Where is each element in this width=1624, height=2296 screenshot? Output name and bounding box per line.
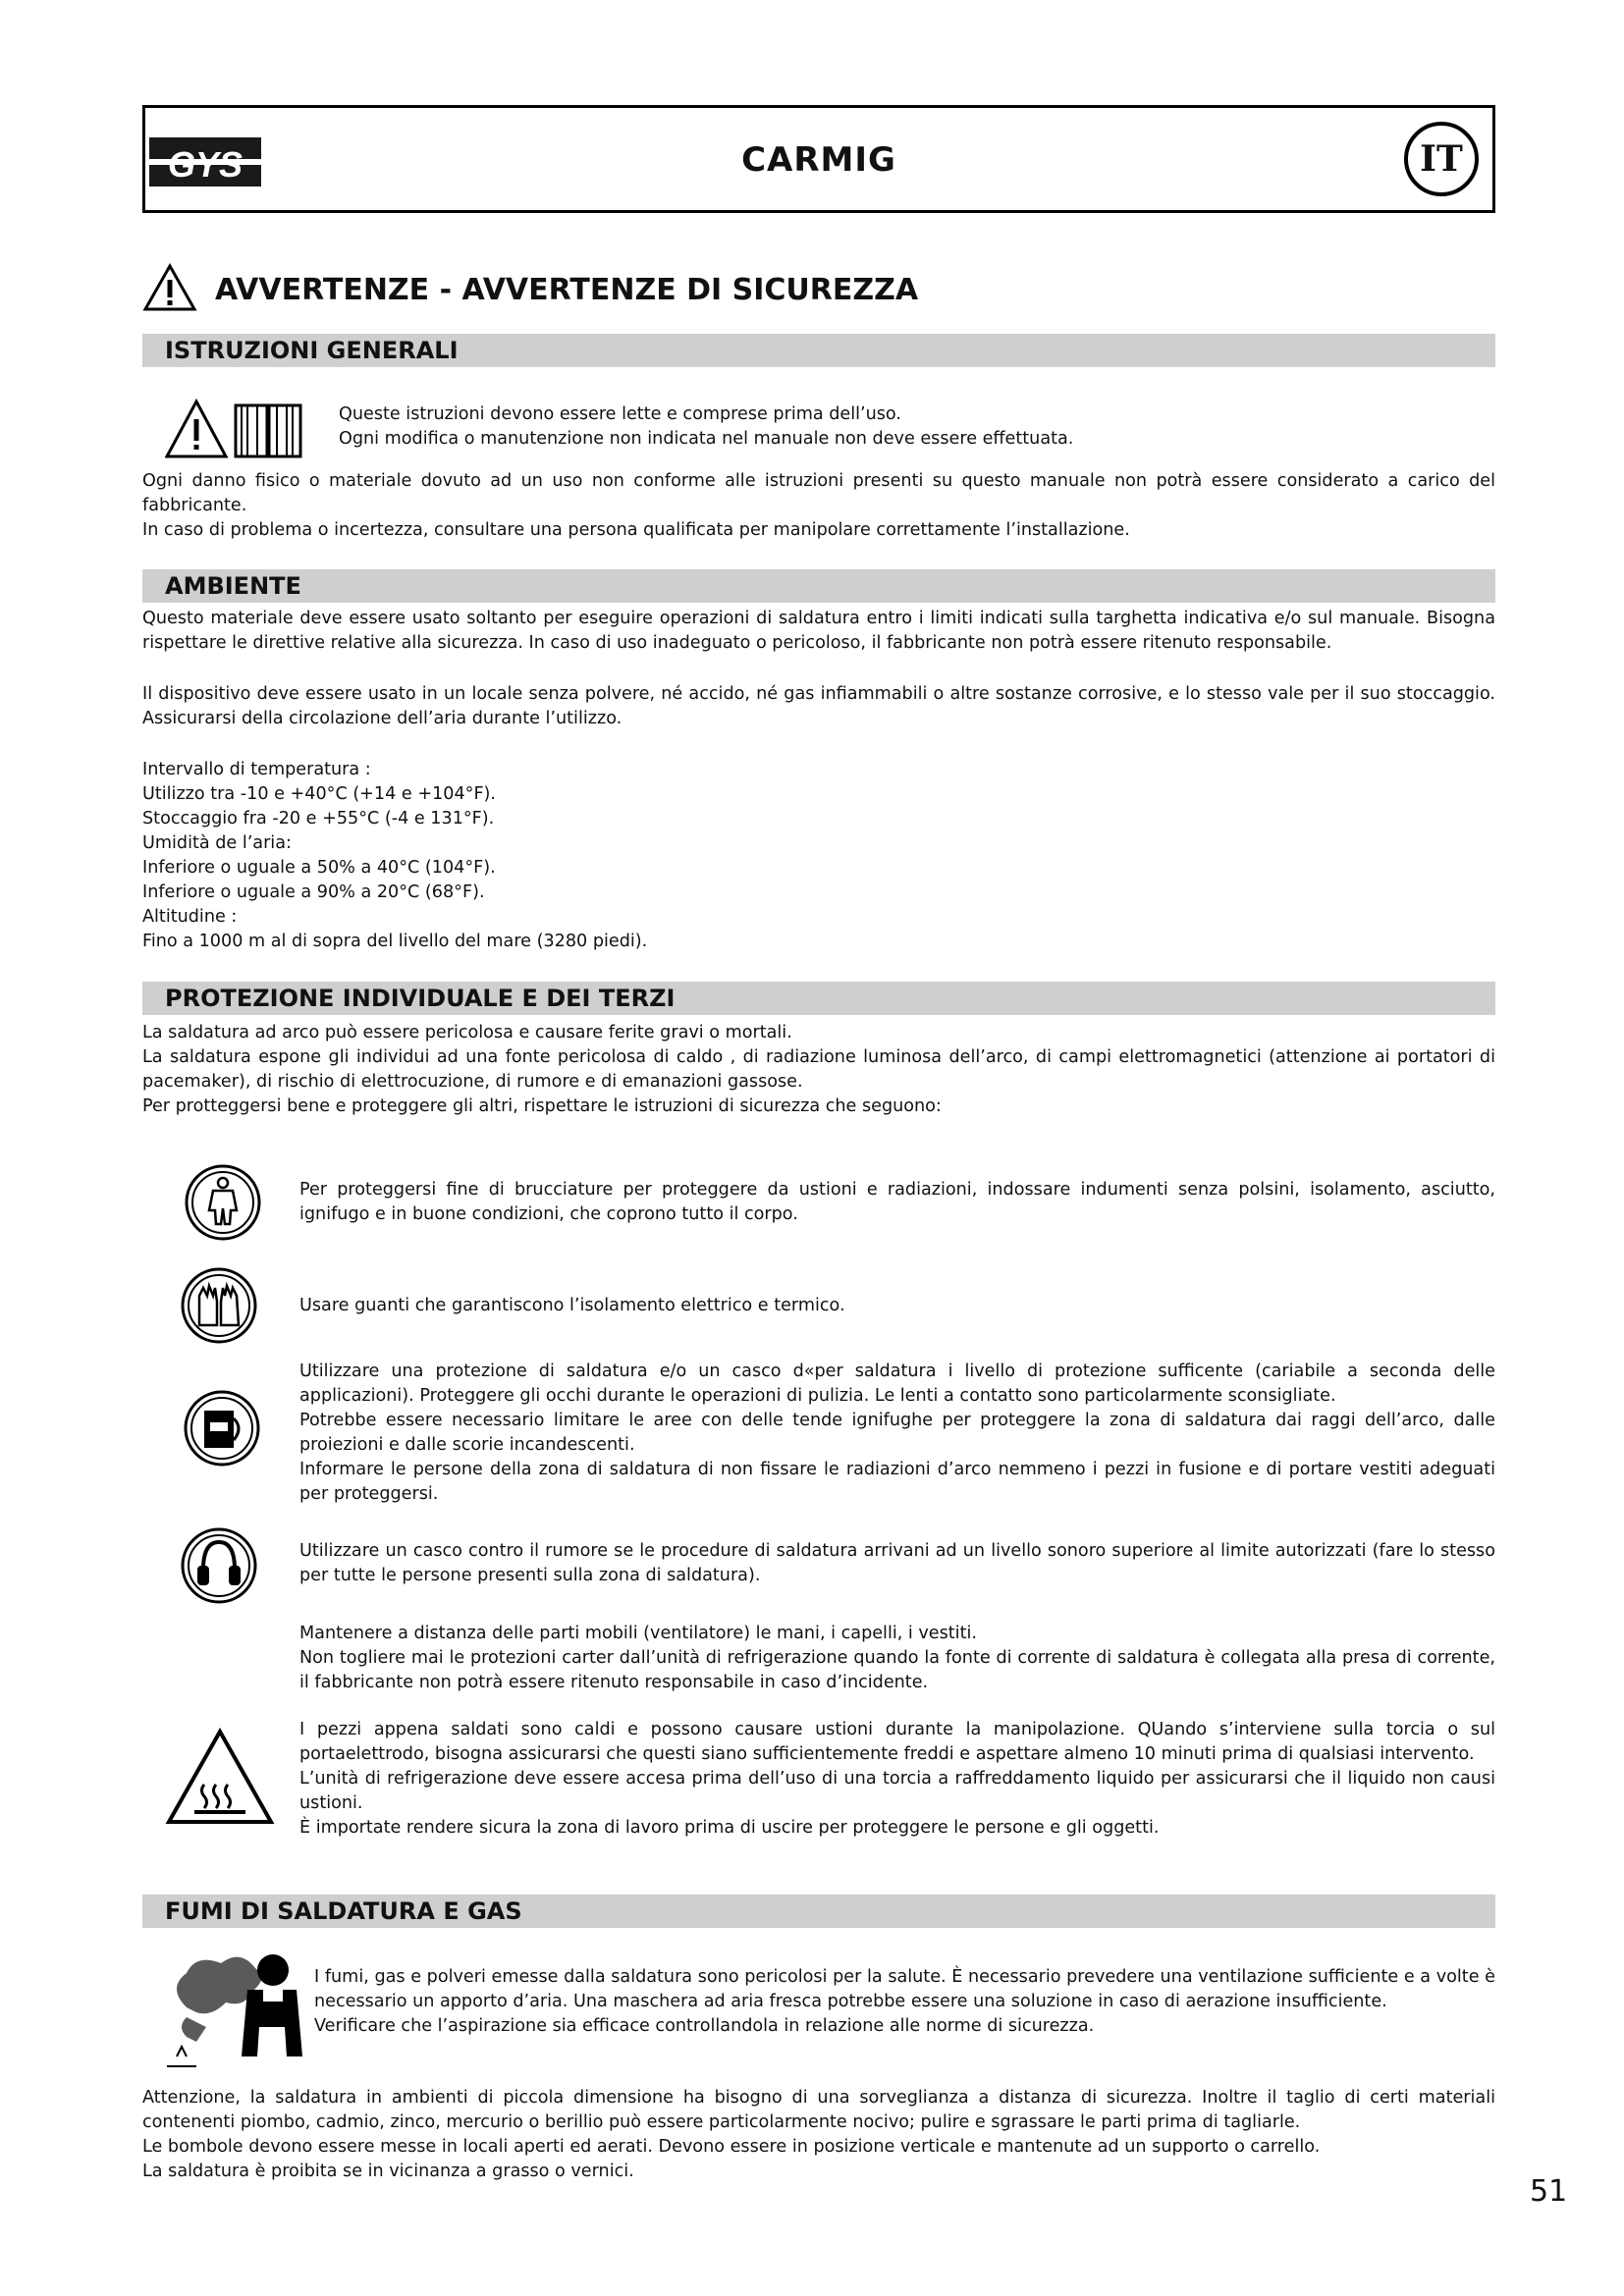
section-title: ISTRUZIONI GENERALI	[165, 337, 459, 364]
fumi-paragraph: Le bombole devono essere messe in locali aperti ed aerati. Devono essere in posizione verticale e mantenute ad un supporto o carrello.	[142, 2137, 1321, 2157]
ear-protection-icon	[180, 1526, 258, 1605]
protezione-gloves-text: Usare guanti che garantiscono l’isolamento elettrico e termico.	[299, 1296, 845, 1315]
istruzioni-line-2: Ogni modifica o manutenzione non indicata nel manuale non deve essere effettuata.	[339, 429, 1074, 449]
read-manual-icon	[165, 398, 304, 460]
header-title: CARMIG	[741, 140, 896, 180]
fumi-icon-line: I fumi, gas e polveri emesse dalla saldatura sono pericolosi per la salute. È necessario prevedere una ventilazione sufficiente e a volte è necessario un apporto d’aria. Una maschera ad aria fresca potrebbe essere una soluzione in caso di aerazione insufficiente.	[314, 1967, 1495, 2011]
protective-clothing-icon	[184, 1163, 262, 1242]
welding-mask-icon	[183, 1389, 261, 1468]
istruzioni-paragraph-1: Ogni danno fisico o materiale dovuto ad un uso non conforme alle istruzioni presenti su questo manuale non potrà essere considerato a carico del fabbricante.	[142, 471, 1495, 515]
protezione-intro-2: La saldatura espone gli individui ad una fonte pericolosa di caldo , di radiazione luminosa dell’arco, di campi elettromagnetici (attenzione ai portatori di pacemaker), di rischio di elettrocuzione, di rumore e di emanazioni gassose.	[142, 1047, 1495, 1092]
fumi-paragraph: La saldatura è proibita se in vicinanza a grasso o vernici.	[142, 2162, 634, 2181]
main-title-text: AVVERTENZE - AVVERTENZE DI SICUREZZA	[215, 273, 919, 307]
protezione-moving-text	[299, 1622, 1495, 1695]
mask-paragraph: Potrebbe essere necessario limitare le aree con delle tende ignifughe per proteggere la zona di saldatura dai raggi dell’arco, dalle proiezioni e dalle scorie incandescenti.	[299, 1411, 1495, 1455]
istruzioni-line-1: Queste istruzioni devono essere lette e comprese prima dell’uso.	[339, 404, 901, 424]
spec-line: Inferiore o uguale a 50% a 40°C (104°F).	[142, 858, 496, 878]
moving-paragraph: Mantenere a distanza delle parti mobili (ventilatore) le mani, i capelli, i vestiti.	[299, 1624, 977, 1643]
ambiente-paragraph-1: Questo materiale deve essere usato soltanto per eseguire operazioni di saldatura entro i limiti indicati sulla targhetta indicativa e/o sul manuale. Bisogna rispettare le direttive relative alla sicurezza. In caso di uso inadeguato o pericoloso, il fabbricante non potrà essere ritenuto responsabile.	[142, 609, 1495, 653]
protezione-ear-text: Utilizzare un casco contro il rumore se le procedure di saldatura arrivani ad un livello sonoro superiore al limite autorizzati (fare lo stesso per tutte le persone presenti sulla zona di saldatura).	[299, 1541, 1495, 1585]
section-header-protezione	[142, 982, 1495, 1015]
protezione-clothing-text: Per proteggersi fine di brucciature per proteggere da ustioni e radiazioni, indossare indumenti senza polsini, isolamento, asciutto, ignifugo e in buone condizioni, che coprono tutto il corpo.	[299, 1180, 1495, 1224]
spec-line: Altitudine :	[142, 907, 238, 927]
spec-line: Intervallo di temperatura :	[142, 760, 371, 779]
mask-paragraph: Informare le persone della zona di saldatura di non fissare le radiazioni d’arco nemmeno i pezzi in fusione e di portare vestiti adeguati per proteggersi.	[299, 1460, 1495, 1504]
protezione-intro-1: La saldatura ad arco può essere pericolosa e causare ferite gravi o mortali.	[142, 1023, 792, 1042]
language-badge: IT	[1404, 122, 1479, 196]
fumi-icon-text	[314, 1965, 1495, 2039]
gys-logo-text: GYS	[167, 144, 244, 185]
fumi-icon-line: Verificare che l’aspirazione sia efficace controllandola in relazione alle norme di sicurezza.	[314, 2016, 1095, 2036]
page-number: 51	[1530, 2174, 1568, 2209]
section-header-istruzioni	[142, 334, 1495, 367]
spec-line: Stoccaggio fra -20 e +55°C (-4 e 131°F).	[142, 809, 495, 828]
mask-paragraph: Utilizzare una protezione di saldatura e/o un casco d«per saldatura i livello di protezione sufficente (cariabile a seconda delle applicazioni). Proteggere gli occhi durante le operazioni di pulizia. Le lenti a contatto sono particolarmente sconsigliate.	[299, 1362, 1495, 1406]
hot-surface-warning-icon	[165, 1728, 275, 1826]
welding-fumes-icon	[157, 1949, 309, 2076]
spec-line: Utilizzo tra -10 e +40°C (+14 e +104°F).	[142, 784, 497, 804]
page-header	[142, 105, 1495, 213]
protezione-mask-text	[299, 1360, 1495, 1507]
section-title: PROTEZIONE INDIVIDUALE E DEI TERZI	[165, 985, 676, 1012]
hot-paragraph: I pezzi appena saldati sono caldi e possono causare ustioni durante la manipolazione. QUando s’interviene sulla torcia o sul portaelettrodo, bisogna assicurarsi che questi siano sufficientemente freddi e aspettare almeno 10 minuti prima di qualsiasi intervento.	[299, 1720, 1495, 1764]
moving-paragraph: Non togliere mai le protezioni carter dall’unità di refrigerazione quando la fonte di corrente di saldatura è collegata alla presa di corrente, il fabbricante non potrà essere ritenuto responsabile in caso d’incidente.	[299, 1648, 1495, 1692]
section-title: AMBIENTE	[165, 572, 301, 600]
protezione-hot-text	[299, 1718, 1495, 1841]
spec-line: Inferiore o uguale a 90% a 20°C (68°F).	[142, 882, 485, 902]
section-header-ambiente	[142, 569, 1495, 603]
section-header-fumi	[142, 1895, 1495, 1928]
warning-triangle-icon	[142, 263, 197, 312]
hot-paragraph: L’unità di refrigerazione deve essere accesa prima dell’uso di una torcia a raffreddamento liquido per assicurarsi che il liquido non causi ustioni.	[299, 1769, 1495, 1813]
fumi-paragraphs	[142, 2086, 1495, 2184]
fumi-paragraph: Attenzione, la saldatura in ambienti di piccola dimensione ha bisogno di una sorveglianza a distanza di sicurezza. Inoltre il taglio di certi materiali contenenti piombo, cadmio, zinco, mercurio o berillio può essere particolarmente nocivo; pulire e sgrassare le parti prima di tagliarle.	[142, 2088, 1495, 2132]
spec-line: Fino a 1000 m al di sopra del livello del mare (3280 piedi).	[142, 932, 648, 951]
protezione-intro-3: Per protteggersi bene e proteggere gli altri, rispettare le istruzioni di sicurezza che seguono:	[142, 1096, 942, 1116]
ambiente-specs-list	[142, 758, 647, 954]
hot-paragraph: È importate rendere sicura la zona di lavoro prima di uscire per proteggere le persone e gli oggetti.	[299, 1818, 1160, 1838]
istruzioni-paragraph-2: In caso di problema o incertezza, consultare una persona qualificata per manipolare correttamente l’installazione.	[142, 520, 1130, 540]
spec-line: Umidità de l’aria:	[142, 833, 292, 853]
section-title: FUMI DI SALDATURA E GAS	[165, 1897, 522, 1925]
ambiente-paragraph-2: Il dispositivo deve essere usato in un locale senza polvere, né accido, né gas infiammabili o altre sostanze corrosive, e lo stesso vale per il suo stoccaggio. Assicurarsi della circolazione dell’aria durante l’utilizzo.	[142, 684, 1495, 728]
gloves-icon	[180, 1266, 258, 1345]
